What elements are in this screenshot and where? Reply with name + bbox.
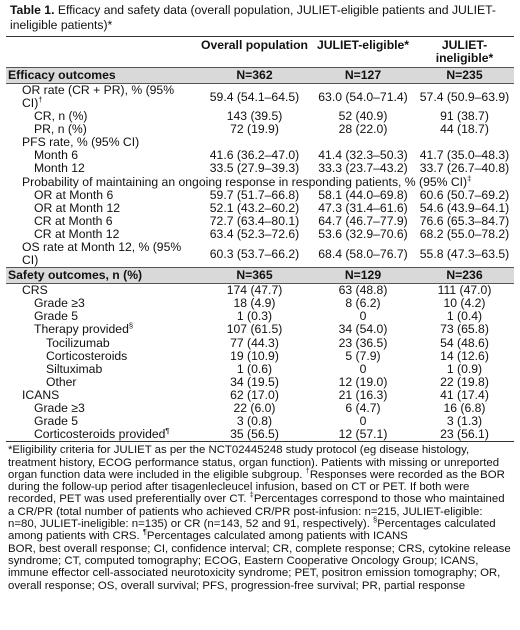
cell: 33.5 (27.9–39.3) [209,161,300,176]
cell: 59.4 (54.1–64.5) [209,89,300,104]
table-row [6,284,514,298]
cell: 10 (4.2) [443,296,486,311]
cell: 34 (19.5) [230,374,279,389]
table-row [6,389,514,402]
row-label: Grade 5 [34,414,79,429]
row-label: Month 6 [34,148,79,163]
section-title: Efficacy outcomes [6,68,198,84]
footnote-section-mark: § [373,515,378,525]
cell: 68.2 (55.0–78.2) [419,226,510,241]
cell: 54 (48.6) [440,335,489,350]
row-label: Other [46,374,77,389]
cell: 52.1 (43.2–60.2) [209,200,300,215]
section-safety [6,268,514,284]
cell: 63.0 (54.0–71.4) [318,89,408,104]
row-label: Corticosteroids provided¶ [34,426,170,442]
cell: 5 (7.9) [345,348,381,363]
row-label: Probability of maintaining an ongoing response in responding patients, % (95% CI)‡ [22,173,472,189]
cell: 60.6 (50.7–69.2) [419,187,510,202]
table-row [6,323,514,336]
cell: 6 (4.7) [345,400,381,415]
cell: 0 [359,361,367,376]
footnote-ddagger: Percentages correspond to those who maintained a CR/PR (total number of patients who achieved CR/PR post-infusion: n=215, JULIET-eligible: n=80, JULIET-ineligible: n=135) or CR (n=143, 52 and 91, respectively). [8,493,505,531]
cell: 73 (65.8) [440,322,489,337]
footnote-section: Percentages calculated among patients with CRS. [8,518,496,543]
cell: 41 (17.4) [440,387,489,402]
row-label: PFS rate, % (95% CI) [22,135,140,150]
table-row [6,84,514,111]
section-title: Safety outcomes, n (%) [6,268,198,284]
cell: 63 (48.8) [338,283,388,298]
table-row [6,363,514,376]
cell: 28 (22.0) [338,122,388,137]
cell: 18 (4.9) [233,296,276,311]
cell: 23 (56.1) [440,427,489,442]
cell: 52 (40.9) [338,109,388,124]
cell: 44 (18.7) [440,122,489,137]
row-label: CR, n (%) [34,109,88,124]
row-label: Grade 5 [34,309,79,324]
cell: 12 (19.0) [338,374,388,389]
table-row [6,428,514,441]
section-n-overall: N=362 [198,68,311,84]
row-label: ICANS [22,387,60,402]
header-eligible: JULIET-eligible* [316,38,410,52]
table-row [6,376,514,389]
cell: 58.1 (44.0–69.8) [318,187,408,202]
table-row [6,215,514,228]
cell: 76.6 (65.3–84.7) [419,213,510,228]
section-efficacy [6,68,514,84]
cell: 41.4 (32.3–50.3) [318,148,408,163]
table-row [6,241,514,268]
row-label: Grade ≥3 [34,400,85,415]
cell: 47.3 (31.4–61.6) [318,200,408,215]
cell: 107 (61.5) [226,322,283,337]
cell: 41.7 (35.0–48.3) [419,148,510,163]
cell: 8 (6.2) [345,296,381,311]
cell: 64.7 (46.7–77.9) [318,213,408,228]
section-n-ineligible: N=235 [415,68,514,84]
row-label: Therapy provided§ [34,321,134,337]
table-row [6,176,514,189]
cell: 174 (47.7) [226,283,283,298]
row-label: CRS [22,283,48,298]
cell: 63.4 (52.3–72.6) [209,226,300,241]
cell: 3 (0.8) [236,414,273,429]
footnote-abbreviations: BOR, best overall response; CI, confidence interval; CR, complete response; CRS, cytokine release syndrome; CT, computed tomography; ECOG, Eastern Cooperative Oncology Group; ICANS, immune effector cell-associated neurotoxicity syndrome; PET, positron emission tomography; OR, overall response; OS, overall survival; PFS, progression-free survival; PR, partial response [8,542,511,592]
cell: 34 (54.0) [338,322,388,337]
header-empty [6,37,198,68]
cell: 72.7 (63.4–80.1) [209,213,300,228]
cell: 72 (19.9) [230,122,279,137]
cell: 77 (44.3) [230,335,279,350]
table-row [6,337,514,350]
table-caption [10,3,510,33]
row-label: OS rate at Month 12, % (95% CI) [22,240,182,268]
cell: 60.3 (53.7–66.2) [209,246,300,261]
cell: 35 (56.5) [230,427,279,442]
footnote-pilcrow-mark: ¶ [142,527,147,537]
header-row [6,37,514,68]
caption-label: Table 1. [10,3,55,17]
row-label: Month 12 [34,161,85,176]
cell: 16 (6.8) [443,400,486,415]
cell: 143 (39.5) [226,109,283,124]
table-footnotes [6,441,514,592]
footnote-pilcrow: Percentages calculated among patients with ICANS [146,530,408,543]
cell: 22 (6.0) [233,400,276,415]
cell: 41.6 (36.2–47.0) [209,148,300,163]
cell: 33.7 (26.7–40.8) [419,161,510,176]
results-table [6,36,514,441]
cell: 1 (0.6) [236,361,273,376]
cell: 21 (16.3) [338,387,388,402]
table-row [6,350,514,363]
cell: 0 [359,414,367,429]
section-n-eligible: N=129 [311,268,415,284]
cell: 57.4 (50.9–63.9) [419,89,510,104]
cell: 23 (36.5) [338,335,388,350]
cell: 33.3 (23.7–43.2) [318,161,408,176]
cell: 3 (1.3) [446,414,483,429]
cell: 59.7 (51.7–66.8) [209,187,300,202]
section-n-ineligible: N=236 [415,268,514,284]
row-label: OR at Month 6 [34,187,114,202]
section-n-eligible: N=127 [311,68,415,84]
row-label: OR rate (CR + PR), % (95% CI)† [22,83,175,111]
cell: 1 (0.9) [446,361,483,376]
section-n-overall: N=365 [198,268,311,284]
cell: 0 [359,309,367,324]
row-label: Grade ≥3 [34,296,85,311]
footnote-ddagger-mark: ‡ [249,490,254,500]
row-label: Corticosteroids [46,348,128,363]
table-row [6,202,514,215]
header-ineligible: JULIET-ineligible* [435,38,494,65]
caption-text: Efficacy and safety data (overall population, JULIET-eligible patients and JULIET-ineligible patients)* [10,3,496,32]
cell: 111 (47.0) [437,283,492,298]
footnote-dagger: Responses were recorded as the BOR during the follow-up period after tisagenlecleucel infusion, based on CT or PET. If both were recorded, PET was used preferentially over CT. [8,468,505,506]
cell: 91 (38.7) [440,109,489,124]
row-label: OR at Month 12 [34,200,121,215]
footnote-star: *Eligibility criteria for JULIET as per the NCT02445248 study protocol (eg disease histology, treatment history, ECOG performance status, organ function). Patients with missing or unreported organ function data were included in the eligible subgroup. [8,444,500,481]
row-label: Tocilizumab [46,335,110,350]
footnote-dagger-mark: † [305,466,310,476]
cell: 54.6 (43.9–64.1) [419,200,510,215]
cell: 19 (10.9) [230,348,279,363]
table-row [6,189,514,202]
cell: 53.6 (32.9–70.6) [318,226,408,241]
cell: 1 (0.3) [236,309,273,324]
row-label: CR at Month 6 [34,213,113,228]
row-label: CR at Month 12 [34,226,120,241]
cell: 55.8 (47.3–63.5) [419,246,510,261]
header-overall: Overall population [201,38,308,52]
cell: 1 (0.4) [446,309,483,324]
cell: 14 (12.6) [440,348,489,363]
cell: 12 (57.1) [338,427,388,442]
row-label: Siltuximab [46,361,103,376]
cell: 22 (19.8) [440,374,489,389]
cell: 68.4 (58.0–76.7) [318,246,408,261]
table-document [6,0,514,592]
cell: 62 (17.0) [230,387,279,402]
row-label: PR, n (%) [34,122,87,137]
